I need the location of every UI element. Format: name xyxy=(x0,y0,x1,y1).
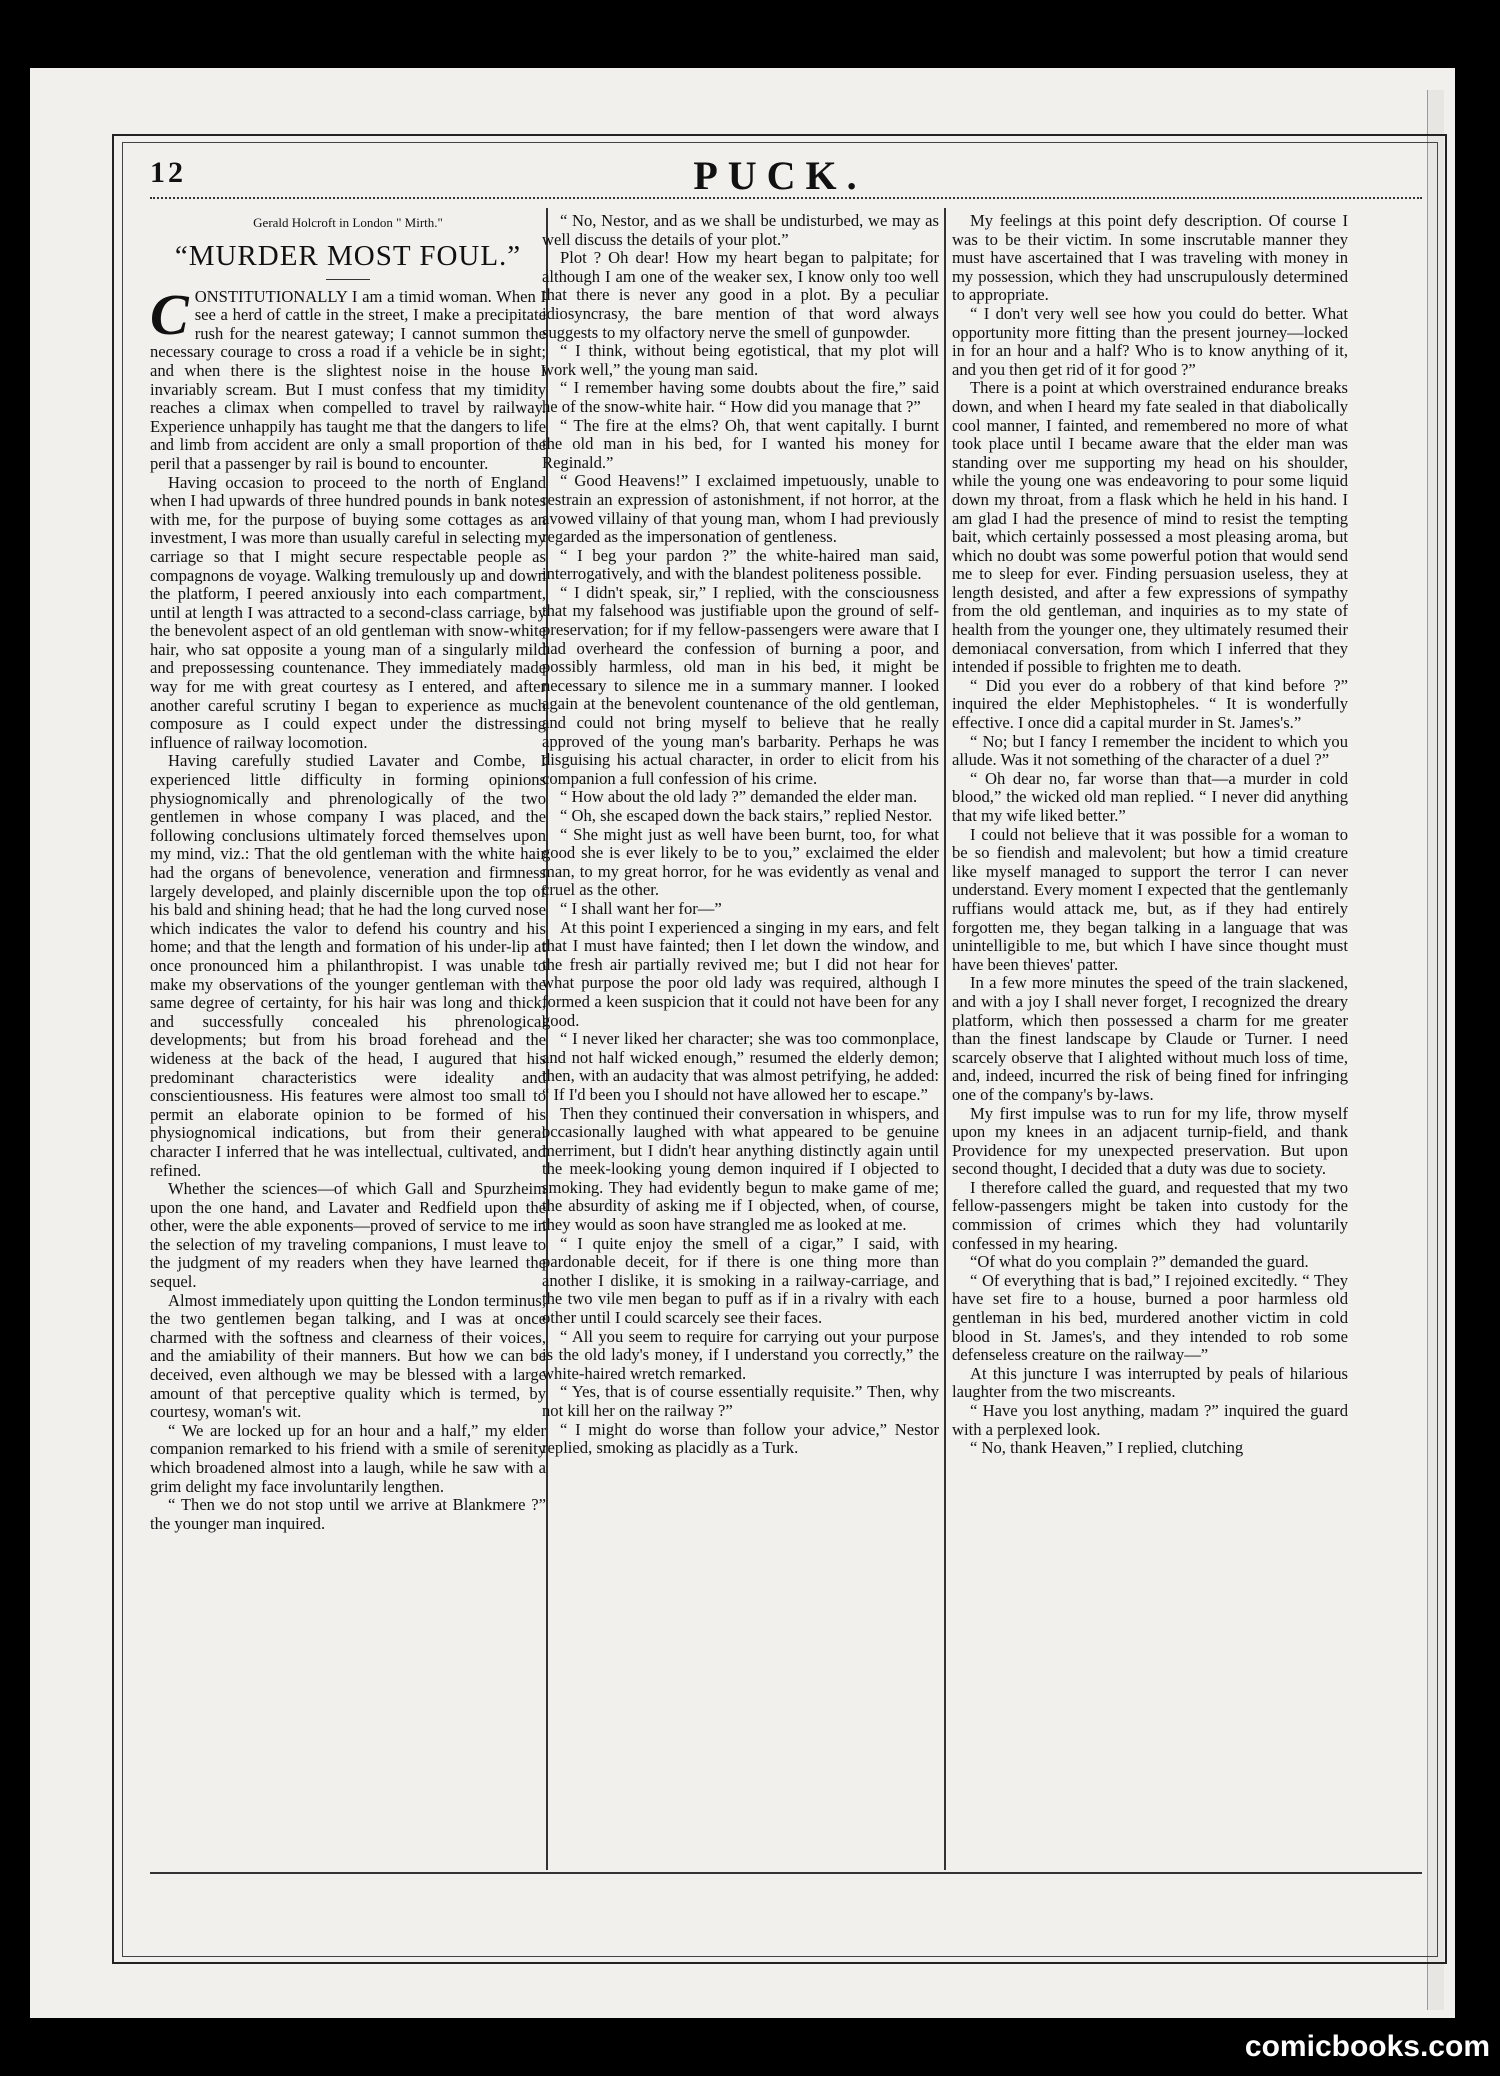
article-paragraph: “ I don't very well see how you could do better. What opportunity more fitting than the present journey—locked in for an hour and a half? Who is to know anything of it, and you then get rid of it for good ?” xyxy=(952,303,1348,379)
article-column-1 xyxy=(150,212,546,1864)
article-paragraph: “ I might do worse than follow your advice,” Nestor replied, smoking as placidly as a Turk. xyxy=(542,1419,939,1458)
article-paragraph: “ The fire at the elms? Oh, that went capitally. I burnt the old man in his bed, for I wanted his money for Reginald.” xyxy=(542,415,939,472)
article-paragraph: “ I beg your pardon ?” the white-haired man said, interrogatively, and with the blandest politeness possible. xyxy=(542,545,939,584)
article-paragraph: “ Of everything that is bad,” I rejoined excitedly. “ They have set fire to a house, burned a poor harmless old gentleman in his bed, murdered another victim in cold blood in St. James's, and they intended to rob some defenseless creature on the railway—” xyxy=(952,1270,1348,1365)
article-paragraph: Plot ? Oh dear! How my heart began to palpitate; for although I am one of the weaker sex, I know only too well that there is never any good in a plot. By a peculiar idiosyncrasy, the bare mention of that word always suggests to my olfactory nerve the smell of gunpowder. xyxy=(542,248,939,342)
title-divider xyxy=(326,279,370,280)
article-paragraph: Having occasion to proceed to the north of England when I had upwards of three hundred pounds in bank notes with me, for the purpose of buying some cottages as an investment, I was more than usually careful in selecting my carriage so that I might secure respectable people as compagnons de voyage. Walking tremulously up and down the platform, I peered anxiously into each compartment, until at length I was attracted to a second-class carriage, by the benevolent aspect of an old gentleman with snow-white hair, who sat opposite a young man of a singularly mild and prepossessing countenance. They immediately made way for me with great courtesy as I entered, and after another careful scrutiny I began to experience as much composure as I could expect under the distressing influence of railway locomotion. xyxy=(150,472,546,752)
article-paragraph: I could not believe that it was possible for a woman to be so fiendish and malevolent; but how a timid creature like myself managed to support the terror I can never understand. Every moment I expected that the gentlemanly ruffians would attack me, but, as if they had entirely forgotten me, they began talking in a language that was unintelligible to me, but which I have since thought must have been thieves' patter. xyxy=(952,824,1348,974)
article-paragraph: At this juncture I was interrupted by peals of hilarious laughter from the two miscreants. xyxy=(952,1363,1348,1402)
article-paragraph: “ Have you lost anything, madam ?” inquired the guard with a perplexed look. xyxy=(952,1401,1348,1439)
drop-cap: C xyxy=(150,281,189,347)
column-divider-2 xyxy=(944,208,946,1870)
article-paragraph: “ I think, without being egotistical, that my plot will work well,” the young man said. xyxy=(542,341,939,379)
article-paragraph: Having carefully studied Lavater and Combe, I experienced little difficulty in forming opinions physiognomically and phrenologically of the two gentlemen in whose company I was placed, and the following conclusions ultimately forced themselves upon my mind, viz.: That the old gentleman with the white hair had the organs of benevolence, veneration and firmness largely developed, and plainly discernible upon the top of his bald and shining head; that he had the long curved nose which indicates the valor to defend his country and his home; and that the length and formation of his under-lip at once pronounced him a philanthropist. I was unable to make my observations of the younger gentleman with the same degree of certainty, for his hair was long and thick, and successfully concealed his phrenological developments; but from his broad forehead and the wideness at the back of the head, I augured that his predominant characteristics were ideality and conscientiousness. His features were almost too small to permit an elaborate opinion to be formed of his physiognomical indications, but from their general character I inferred that he was intellectual, cultivated, and refined. xyxy=(150,751,546,1180)
article-paragraph: I therefore called the guard, and requested that my two fellow-passengers might be taken into custody for the commission of crimes which they had voluntarily confessed in my hearing. xyxy=(952,1177,1348,1253)
article-paragraph: “ I shall want her for—” xyxy=(560,898,722,918)
article-paragraph: “ No, Nestor, and as we shall be undisturbed, we may as well discuss the details of your plot.” xyxy=(542,212,939,249)
article-paragraph: “ Then we do not stop until we arrive at Blankmere ?” the younger man inquired. xyxy=(150,1495,546,1533)
article-paragraph: “ I remember having some doubts about the fire,” said he of the snow-white hair. “ How did you manage that ?” xyxy=(542,378,939,416)
article-paragraph: There is a point at which overstrained endurance breaks down, and when I heard my fate sealed in that diabolically cool manner, I fainted, and remembered no more of what took place until I became aware that the elder man was standing over me supporting my head on his shoulder, while the young one was endeavoring to pour some liquid down my throat, from a flask which he held in his hand. I am glad I had the presence of mind to resist the tempting bait, which certainly possessed a most pleasing aroma, but which no doubt was some powerful potion that would send me to sleep for ever. Finding persuasion useless, they at length desisted, and after a few expressions of sympathy from the old gentleman, and inquiries as to my state of health from the younger one, they ultimately resumed their demoniacal conversation, from which I inferred that they intended if possible to frighten me to death. xyxy=(952,378,1348,677)
article-paragraph: “ Oh dear no, far worse than that—a murder in cold blood,” the wicked old man replied. “ I never did anything that my wife liked better.” xyxy=(952,768,1348,825)
watermark: comicbooks.com xyxy=(1244,2030,1490,2063)
article-paragraph: Then they continued their conversation in whispers, and occasionally laughed with what appeared to be genuine merriment, but I didn't hear anything distinctly again until the meek-looking young demon inquired if I objected to smoking. They had evidently begun to make game of me; the absurdity of asking me if I objected, when, of course, they would as soon have strangled me as looked at me. xyxy=(542,1103,939,1235)
header-divider xyxy=(150,197,1422,199)
article-paragraph: “ I never liked her character; she was too commonplace, and not half wicked enough,” resumed the elderly demon; then, with an audacity that was almost petrifying, he added: “ If I'd been you I should not have allowed her to escape.” xyxy=(542,1029,939,1104)
article-paragraph: “Of what do you complain ?” demanded the guard. xyxy=(970,1252,1309,1272)
page-header xyxy=(130,152,1430,196)
article-paragraph: ONSTITUTIONALLY I am a timid woman. When I see a herd of cattle in the street, I make a precipitate rush for the nearest gateway; I cannot summon the necessary courage to cross a road if a vehicle be in sight; and when there is the slightest noise in the house I invariably scream. But I must confess that my timidity reaches a climax when compelled to travel by railway. Experience unhappily has taught me that the dangers to life and limb from accident are only a small proportion of the peril that a passenger by rail is bound to encounter. xyxy=(150,286,546,473)
article-paragraph: My first impulse was to run for my life, throw myself upon my knees in an adjacent turnip-field, and thank Providence for my unexpected preservation. But upon second thought, I decided that a duty was due to society. xyxy=(952,1103,1348,1179)
article-paragraph: “ Oh, she escaped down the back stairs,” replied Nestor. xyxy=(560,806,933,825)
article-paragraph: At this point I experienced a singing in my ears, and felt that I must have fainted; then I let down the window, and the fresh air partially revived me; but I did not hear for what purpose the poor old lady was required, although I formed a keen suspicion that it could not have been for any good. xyxy=(542,917,939,1030)
page-number: 12 xyxy=(150,156,186,189)
article-paragraph: “ We are locked up for an hour and a half,” my elder companion remarked to his friend with a smile of serenity which broadened almost into a laugh, while he saw with a grim delight my face involuntarily lengthen. xyxy=(150,1420,546,1496)
article-paragraph: “ No, thank Heaven,” I replied, clutching xyxy=(970,1438,1244,1458)
article-paragraph: “ No; but I fancy I remember the incident to which you allude. Was it not something of the character of a duel ?” xyxy=(952,731,1348,770)
article-paragraph: Almost immediately upon quitting the London terminus, the two gentlemen began talking, and I was at once charmed with the softness and clearness of their voices, and the amiability of their manners. But how we can be deceived, even although we may be blessed with a large amount of that perceptive quality which is termed, by courtesy, woman's wit. xyxy=(150,1290,546,1422)
masthead-title: PUCK. xyxy=(693,153,867,198)
article-column-3 xyxy=(952,212,1348,1864)
footer-divider xyxy=(150,1872,1422,1874)
article-column-2 xyxy=(542,212,939,1864)
article-paragraph: “ I didn't speak, sir,” I replied, with the consciousness that my falsehood was justifiable upon the ground of self-preservation; for if my fellow-passengers were aware that I had overheard the confession of burning a poor, and possibly harmless, old man in his bed, it might be necessary to silence me in a summary manner. I looked again at the benevolent countenance of the old gentleman, and could not bring myself to believe that he really approved of the young man's barbarity. Perhaps he was disguising his actual character, in order to elicit from his companion a full confession of his crime. xyxy=(542,582,939,788)
article-paragraph: “ I quite enjoy the smell of a cigar,” I said, with pardonable deceit, for if there is one thing more than another I dislike, it is smoking in a railway-carriage, and the two vile men began to puff as if in a rivalry with each other until I could scarcely see their faces. xyxy=(542,1233,939,1328)
article-paragraph: In a few more minutes the speed of the train slackened, and with a joy I shall never forget, I recognized the dreary platform, which then possessed a charm for me greater than the finest landscape by Claude or Turner. I need scarcely observe that I alighted without much loss of time, and, indeed, incurred the risk of being fined for infringing one of the company's by-laws. xyxy=(952,973,1348,1104)
article-title: “MURDER MOST FOUL.” xyxy=(174,239,522,272)
article-paragraph: “ Good Heavens!” I exclaimed impetuously, unable to restrain an expression of astonishment, if not horror, at the avowed villainy of that young man, whom I had previously regarded as the impersonation of gentleness. xyxy=(542,471,939,547)
article-paragraph: “ All you seem to require for carrying out your purpose is the old lady's money, if I understand you correctly,” the white-haired wretch remarked. xyxy=(542,1326,939,1383)
article-paragraph: “ Yes, that is of course essentially requisite.” Then, why not kill her on the railway ?” xyxy=(542,1382,939,1420)
article-paragraph: “ She might just as well have been burnt, too, for what good she is ever likely to be to you,” exclaimed the elder man, to my great horror, for he was evidently as venal and cruel as the other. xyxy=(542,824,939,900)
article-credit: Gerald Holcroft in London " Mirth." xyxy=(253,215,443,230)
article-paragraph: My feelings at this point defy description. Of course I was to be their victim. In some inscrutable manner they must have ascertained that I was traveling with money in my possession, which they had unscrupulously determined to appropriate. xyxy=(952,212,1348,305)
article-paragraph: “ How about the old lady ?” demanded the elder man. xyxy=(560,787,918,807)
article-paragraph: “ Did you ever do a robbery of that kind before ?” inquired the elder Mephistopheles. “ It is wonderfully effective. I once did a capital murder in St. James's.” xyxy=(952,675,1348,733)
article-paragraph: Whether the sciences—of which Gall and Spurzheim upon the one hand, and Lavater and Redfield upon the other, were the able exponents—proved of service to me in the selection of my traveling companions, I must leave to the judgment of my readers when they have learned the sequel. xyxy=(150,1179,546,1292)
